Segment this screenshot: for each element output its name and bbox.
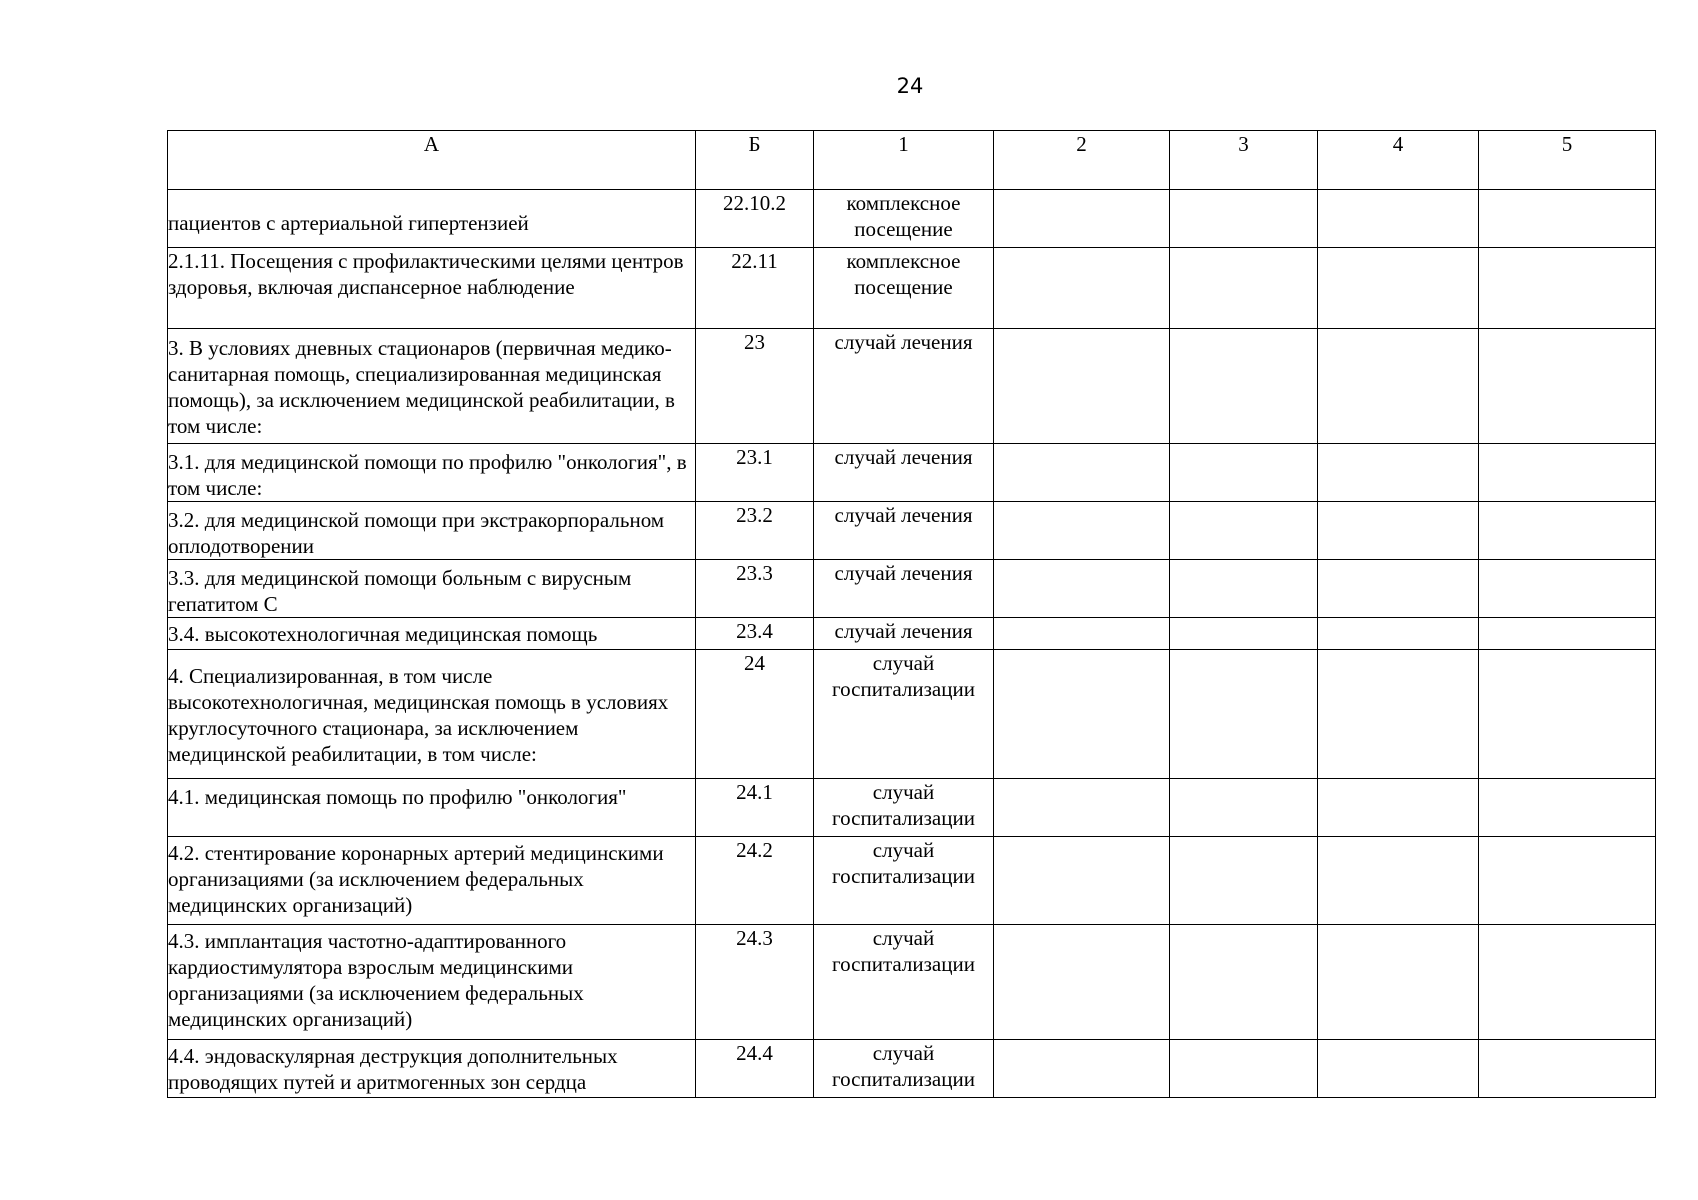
table-row [168,560,1656,618]
row-value-4 [1318,925,1479,1040]
row-code: 23.4 [696,618,814,650]
row-value-4 [1318,618,1479,650]
row-value-4 [1318,1040,1479,1098]
row-value-2 [994,925,1170,1040]
row-unit: случай лечения [814,560,994,618]
row-unit: случай госпитализации [814,779,994,837]
table-row [168,650,1656,779]
row-value-3 [1170,1040,1318,1098]
column-header-3: 3 [1170,131,1318,190]
row-label: 3.1. для медицинской помощи по профилю "онкология", в том числе: [168,444,696,502]
table-row [168,248,1656,329]
row-value-3 [1170,329,1318,444]
table-row [168,1040,1656,1098]
row-value-2 [994,329,1170,444]
row-label: 2.1.11. Посещения с профилактическими целями центров здоровья, включая диспансерное наблюдение [168,248,696,329]
row-label: 4.2. стентирование коронарных артерий медицинскими организациями (за исключением федеральных медицинских организаций) [168,837,696,925]
row-code: 24.1 [696,779,814,837]
row-value-5 [1479,925,1656,1040]
column-header-1: 1 [814,131,994,190]
row-value-2 [994,502,1170,560]
row-unit: случай госпитализации [814,925,994,1040]
row-label: 4. Специализированная, в том числе высокотехнологичная, медицинская помощь в условиях круглосуточного стационара, за исключением медицинской реабилитации, в том числе: [168,650,696,779]
row-value-4 [1318,779,1479,837]
row-code: 24.2 [696,837,814,925]
table-header-row [168,131,1656,190]
row-value-5 [1479,190,1656,248]
row-value-5 [1479,837,1656,925]
page-number: 24 [896,74,924,98]
table-row [168,779,1656,837]
row-value-4 [1318,444,1479,502]
row-value-3 [1170,190,1318,248]
row-value-2 [994,560,1170,618]
row-code: 23.1 [696,444,814,502]
row-unit: случай лечения [814,502,994,560]
column-header-4: 4 [1318,131,1479,190]
row-unit: случай лечения [814,618,994,650]
row-value-3 [1170,925,1318,1040]
row-unit: случай госпитализации [814,837,994,925]
row-value-3 [1170,502,1318,560]
table-row [168,502,1656,560]
row-label: пациентов с артериальной гипертензией [168,190,696,248]
row-unit: случай лечения [814,444,994,502]
row-value-2 [994,779,1170,837]
row-label: 4.3. имплантация частотно-адаптированного кардиостимулятора взрослым медицинскими организациями (за исключением федеральных медицинских организаций) [168,925,696,1040]
row-unit: случай госпитализации [814,1040,994,1098]
row-code: 24 [696,650,814,779]
row-value-4 [1318,650,1479,779]
row-code: 24.4 [696,1040,814,1098]
row-label: 3.3. для медицинской помощи больным с вирусным гепатитом С [168,560,696,618]
row-value-2 [994,837,1170,925]
row-code: 22.11 [696,248,814,329]
row-value-2 [994,444,1170,502]
row-value-3 [1170,248,1318,329]
row-value-4 [1318,190,1479,248]
column-header-5: 5 [1479,131,1656,190]
table-row [168,925,1656,1040]
row-value-5 [1479,650,1656,779]
row-value-2 [994,618,1170,650]
row-label: 4.1. медицинская помощь по профилю "онкология" [168,779,696,837]
row-value-4 [1318,502,1479,560]
column-header-b: Б [696,131,814,190]
row-unit: комплексное посещение [814,248,994,329]
row-unit: случай лечения [814,329,994,444]
row-value-4 [1318,560,1479,618]
column-header-a: А [168,131,696,190]
row-value-3 [1170,618,1318,650]
row-value-5 [1479,618,1656,650]
row-value-2 [994,650,1170,779]
row-unit: комплексное посещение [814,190,994,248]
row-code: 24.3 [696,925,814,1040]
data-table [167,130,1656,1098]
row-value-3 [1170,779,1318,837]
row-value-5 [1479,1040,1656,1098]
row-value-5 [1479,560,1656,618]
row-value-5 [1479,329,1656,444]
row-value-2 [994,190,1170,248]
row-value-3 [1170,444,1318,502]
row-value-4 [1318,329,1479,444]
column-header-2: 2 [994,131,1170,190]
row-value-3 [1170,560,1318,618]
row-value-2 [994,248,1170,329]
row-code: 23 [696,329,814,444]
row-label: 3.2. для медицинской помощи при экстракорпоральном оплодотворении [168,502,696,560]
row-value-3 [1170,837,1318,925]
table-row [168,444,1656,502]
row-label: 3.4. высокотехнологичная медицинская помощь [168,618,696,650]
row-value-5 [1479,779,1656,837]
row-code: 23.2 [696,502,814,560]
row-value-4 [1318,837,1479,925]
table-row [168,329,1656,444]
row-unit: случай госпитализации [814,650,994,779]
row-value-3 [1170,650,1318,779]
table-row [168,837,1656,925]
table-row [168,618,1656,650]
row-code: 22.10.2 [696,190,814,248]
row-value-5 [1479,248,1656,329]
row-value-5 [1479,444,1656,502]
row-label: 4.4. эндоваскулярная деструкция дополнительных проводящих путей и аритмогенных зон сердца [168,1040,696,1098]
row-value-5 [1479,502,1656,560]
row-code: 23.3 [696,560,814,618]
row-value-4 [1318,248,1479,329]
row-label: 3. В условиях дневных стационаров (первичная медико-санитарная помощь, специализированная медицинская помощь), за исключением медицинской реабилитации, в том числе: [168,329,696,444]
table-row [168,190,1656,248]
row-value-2 [994,1040,1170,1098]
